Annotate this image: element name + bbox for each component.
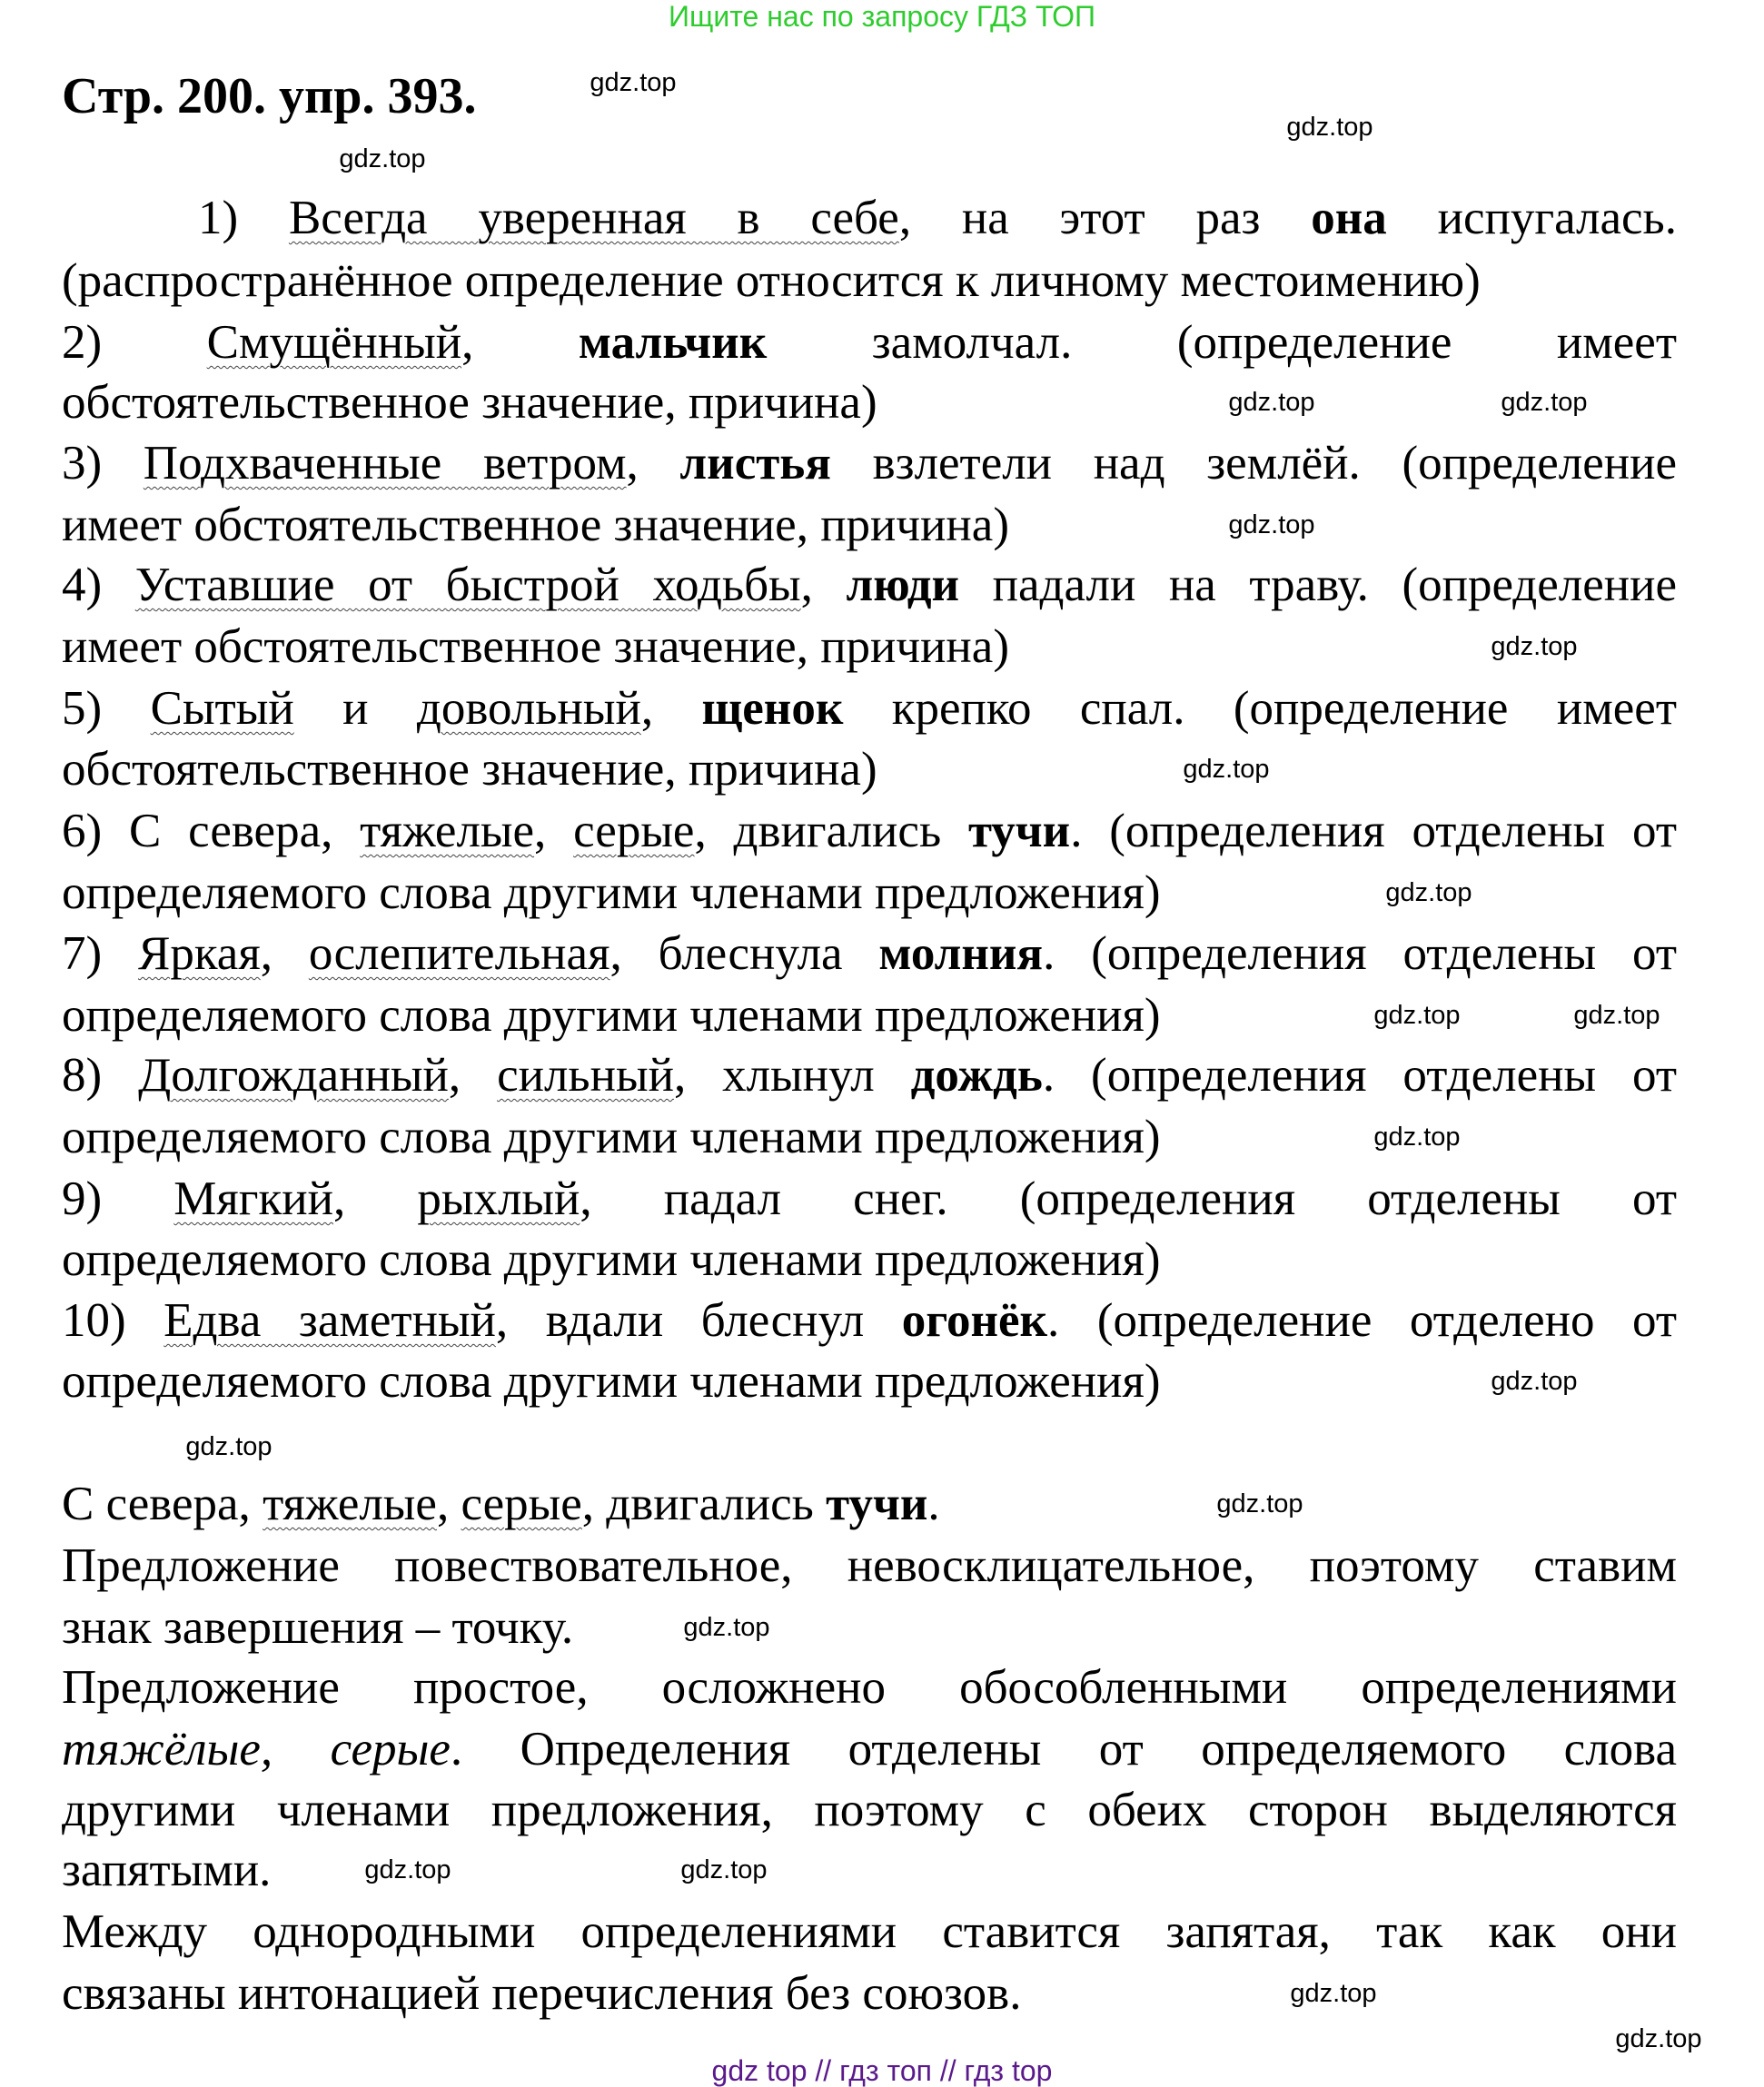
text-line	[62, 1963, 1021, 2024]
definition-phrase: Сытый	[150, 682, 294, 735]
watermark-text: gdz.top	[1373, 1123, 1461, 1152]
text-line	[62, 1536, 1677, 1597]
text-segment: крепко спал. (определение имеет	[843, 682, 1677, 735]
text-segment: 10)	[62, 1294, 164, 1347]
definition-phrase: Долгожданный	[138, 1049, 449, 1102]
text-line	[62, 495, 1009, 556]
text-segment: (распространённое определение относится к личному местоимению)	[62, 254, 1481, 307]
definition-phrase: Подхваченные ветром	[143, 437, 627, 490]
text-line-content	[62, 495, 1009, 556]
text-segment: .	[927, 1478, 940, 1530]
watermark-text: gdz.top	[1373, 1001, 1461, 1030]
subject-word: мальчик	[578, 316, 768, 369]
text-segment: ,	[640, 682, 702, 735]
text-line	[62, 1169, 1677, 1230]
text-line	[62, 372, 877, 433]
text-segment: . (определения отделены от	[1042, 1049, 1677, 1102]
text-segment: . (определения отделены от	[1043, 927, 1677, 980]
subject-word: она	[1311, 192, 1387, 244]
subject-word: молния	[878, 927, 1044, 980]
text-line-content	[62, 1780, 1677, 1841]
subject-word: люди	[846, 559, 960, 611]
text-segment: С севера,	[62, 1478, 263, 1530]
text-line-content	[62, 1719, 1677, 1780]
text-line-content	[62, 1536, 1677, 1597]
watermark-text: gdz.top	[1228, 388, 1315, 417]
text-segment: определяемого слова другими членами предложения)	[62, 989, 1161, 1042]
text-line	[62, 1719, 1677, 1780]
text-line	[62, 433, 1677, 494]
text-line	[62, 1474, 940, 1535]
definition-phrase: Всегда уверенная в себе	[288, 192, 899, 244]
text-line	[62, 678, 1677, 739]
definition-phrase: Яркая	[138, 927, 261, 980]
text-line-content	[62, 1840, 271, 1901]
text-line-content	[62, 1657, 1677, 1718]
italic-phrase: тяжёлые, серые	[62, 1723, 451, 1775]
watermark-text: gdz.top	[1216, 1489, 1303, 1518]
watermark-text: gdz.top	[1290, 1979, 1377, 2008]
text-line	[62, 801, 1677, 862]
text-line-content	[62, 1351, 1160, 1412]
text-line-content	[62, 985, 1160, 1046]
text-segment: знак завершения – точку.	[62, 1601, 574, 1654]
text-line-content	[62, 1902, 1677, 1963]
text-segment: ,	[626, 437, 680, 490]
text-segment: 8)	[62, 1049, 139, 1102]
text-line	[62, 739, 877, 800]
text-line-content	[62, 1597, 573, 1658]
text-line-content	[62, 433, 1677, 494]
text-line-content	[62, 555, 1677, 616]
text-segment: определяемого слова другими членами предложения)	[62, 866, 1161, 919]
text-segment: ,	[461, 316, 579, 369]
watermark-text: gdz.top	[1491, 632, 1578, 661]
text-line-content	[62, 924, 1677, 984]
text-segment: 9)	[62, 1172, 174, 1225]
definition-phrase: тяжелые	[360, 805, 535, 857]
text-segment: другими членами предложения, поэтому с обеих сторон выделяются	[62, 1784, 1677, 1836]
text-line	[62, 1657, 1677, 1718]
definition-phrase: рыхлый	[417, 1172, 580, 1225]
watermark-text: gdz.top	[364, 1855, 451, 1884]
text-segment: определяемого слова другими членами предложения)	[62, 1355, 1161, 1408]
text-segment: 3)	[62, 437, 144, 490]
subject-word: листья	[679, 437, 831, 490]
text-segment: ,	[448, 1049, 498, 1102]
definition-phrase: Уставшие от быстрой ходьбы	[134, 559, 801, 611]
text-segment: имеет обстоятельственное значение, причина)	[62, 499, 1009, 551]
text-line-content	[62, 1291, 1677, 1351]
definition-phrase: Смущённый	[206, 316, 462, 369]
text-segment: 4)	[62, 559, 135, 611]
text-line	[62, 1230, 1160, 1291]
text-segment: 1)	[198, 192, 289, 244]
text-line	[62, 1780, 1677, 1841]
subject-word: дождь	[910, 1049, 1043, 1102]
subject-word: огонёк	[901, 1294, 1048, 1347]
watermark-text: gdz.top	[1228, 510, 1315, 539]
text-segment: определяемого слова другими членами предложения)	[62, 1111, 1161, 1163]
text-segment: Между однородными определениями ставится запятая, так как они	[62, 1905, 1677, 1958]
text-line	[62, 1840, 271, 1901]
watermark-text: gdz.top	[680, 1855, 768, 1884]
watermark-text: gdz.top	[1385, 878, 1472, 907]
text-line-content	[62, 863, 1160, 924]
text-line	[62, 1107, 1160, 1168]
text-line	[62, 1045, 1677, 1106]
watermark-text: gdz.top	[1573, 1001, 1660, 1030]
definition-phrase: сильный	[497, 1049, 674, 1102]
text-line-content	[62, 1107, 1160, 1168]
text-segment: испугалась.	[1386, 192, 1677, 244]
text-segment: . (определения отделены от	[1070, 805, 1677, 857]
text-segment: определяемого слова другими членами предложения)	[62, 1233, 1161, 1286]
text-segment: , блеснула	[609, 927, 879, 980]
text-segment: Предложение повествовательное, невосклицательное, поэтому ставим	[62, 1539, 1677, 1592]
definition-phrase: тяжелые	[263, 1478, 437, 1530]
text-line-content	[62, 1474, 940, 1535]
text-line	[198, 188, 1677, 249]
text-line	[62, 1597, 573, 1658]
text-line-content	[62, 801, 1677, 862]
text-segment: ,	[800, 559, 847, 611]
text-line	[62, 617, 1009, 678]
text-line	[62, 985, 1160, 1046]
watermark-text: gdz.top	[339, 144, 426, 173]
subject-word: тучи	[826, 1478, 928, 1530]
text-line-content	[62, 372, 877, 433]
text-segment: замолчал. (определение имеет	[767, 316, 1677, 369]
watermark-text: gdz.top	[590, 68, 677, 97]
text-line-content	[198, 188, 1677, 249]
definition-phrase: Едва заметный	[164, 1294, 496, 1347]
text-segment: , двигались	[581, 1478, 827, 1530]
watermark-text: gdz.top	[1491, 1367, 1578, 1396]
text-segment: Предложение простое, осложнено обособленными определениями	[62, 1661, 1677, 1714]
text-segment: . Определения отделены от определяемого слова	[450, 1723, 1677, 1775]
text-line-content	[62, 1230, 1160, 1291]
text-segment: 2)	[62, 316, 207, 369]
text-segment: и	[293, 682, 417, 735]
text-segment: взлетели над землёй. (определение	[830, 437, 1677, 490]
watermark-text: gdz.top	[1183, 755, 1270, 784]
text-line-content	[62, 739, 877, 800]
text-segment: ,	[436, 1478, 461, 1530]
text-line-content	[62, 1045, 1677, 1106]
text-segment: обстоятельственное значение, причина)	[62, 743, 877, 796]
text-line-content	[62, 678, 1677, 739]
text-segment: ,	[534, 805, 574, 857]
text-segment: запятыми.	[62, 1844, 272, 1896]
text-line	[62, 1902, 1677, 1963]
watermark-text: gdz.top	[1286, 113, 1373, 142]
text-segment: , хлынул	[673, 1049, 911, 1102]
text-line	[62, 555, 1677, 616]
text-segment: , вдали блеснул	[495, 1294, 902, 1347]
text-line	[62, 863, 1160, 924]
text-line-content	[62, 251, 1481, 312]
text-segment: 6) С севера,	[62, 805, 361, 857]
text-segment: имеет обстоятельственное значение, причина)	[62, 620, 1009, 673]
text-line	[62, 1291, 1677, 1351]
text-segment: 7)	[62, 927, 139, 980]
page-title: Стр. 200. упр. 393.	[62, 68, 477, 124]
watermark-text: gdz.top	[1615, 2024, 1702, 2053]
definition-phrase: серые	[573, 805, 695, 857]
text-segment: ,	[332, 1172, 418, 1225]
text-line-content	[62, 312, 1677, 373]
text-line-content	[62, 1169, 1677, 1230]
watermark-text: gdz.top	[683, 1613, 770, 1642]
definition-phrase: Мягкий	[173, 1172, 333, 1225]
definition-phrase: довольный	[416, 682, 641, 735]
search-hint-banner: Ищите нас по запросу ГДЗ ТОП	[669, 0, 1095, 33]
text-segment: , падал снег. (определения отделены от	[580, 1172, 1677, 1225]
definition-phrase: серые	[461, 1478, 582, 1530]
text-line	[62, 251, 1481, 312]
text-segment: 5)	[62, 682, 151, 735]
text-line	[62, 1351, 1160, 1412]
definition-phrase: ослепительная	[308, 927, 610, 980]
text-segment: , двигались	[694, 805, 968, 857]
text-line	[62, 312, 1677, 373]
text-segment: . (определение отделено от	[1047, 1294, 1677, 1347]
subject-word: щенок	[701, 682, 844, 735]
text-segment: связаны интонацией перечисления без союзов.	[62, 1967, 1022, 2020]
text-segment: , на этот раз	[898, 192, 1312, 244]
text-segment: обстоятельственное значение, причина)	[62, 376, 877, 429]
footer-links[interactable]: gdz top // гдз топ // гдз top	[711, 2054, 1053, 2087]
text-line-content	[62, 617, 1009, 678]
text-segment: падали на траву. (определение	[959, 559, 1677, 611]
watermark-text: gdz.top	[185, 1432, 273, 1461]
text-segment: ,	[260, 927, 309, 980]
text-line-content	[62, 1963, 1021, 2024]
watermark-text: gdz.top	[1501, 388, 1588, 417]
subject-word: тучи	[967, 805, 1071, 857]
text-line	[62, 924, 1677, 984]
